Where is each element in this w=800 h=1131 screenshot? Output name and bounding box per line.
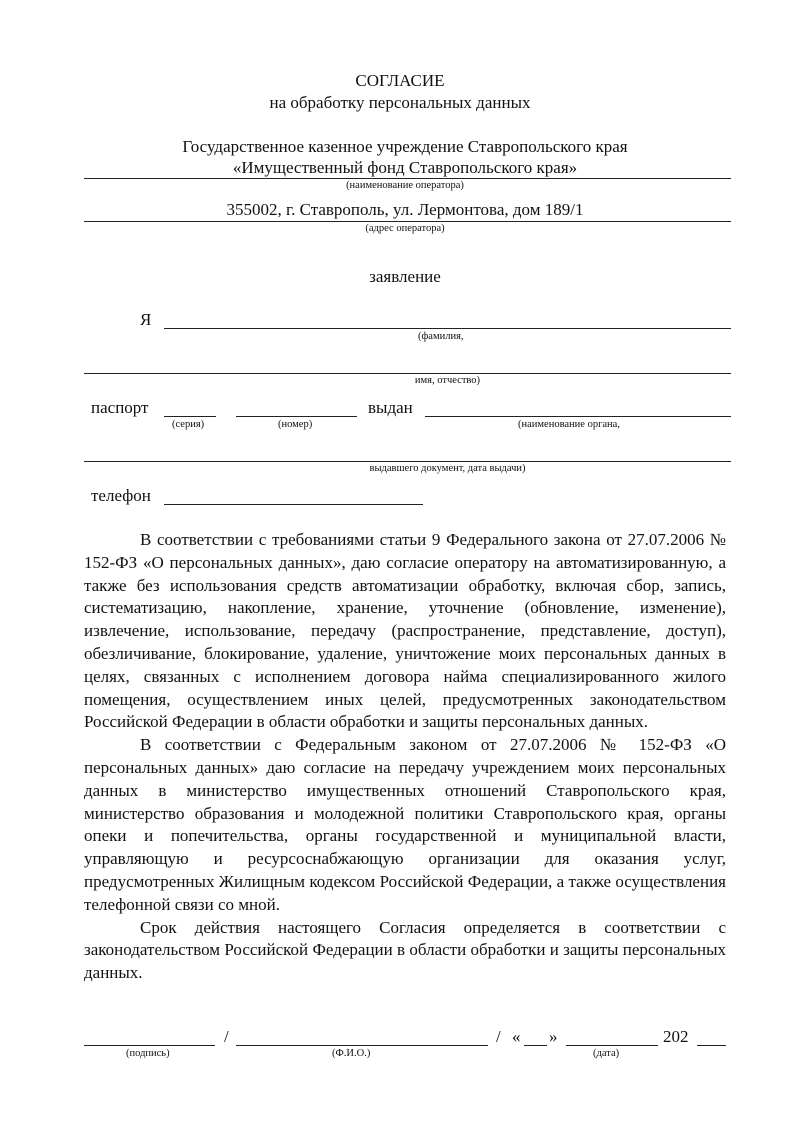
operator-address-underline bbox=[84, 221, 731, 222]
name-field[interactable] bbox=[84, 373, 731, 374]
consent-paragraph-1: В соответствии с требованиями статьи 9 Федерального закона от 27.07.2006 № 152-ФЗ «О персональных данных», даю согласие оператору на автоматизированную, а также без использования средств автоматизации обработку, включая сбор, запись, систематизацию, накопление, хранение, уточнение (обновление, изменение), извлечение, использование, передачу (распространение, представление, доступ), обезличивание, блокирование, удаление, уничтожение моих персональных данных в целях, связанных с исполнением договора найма специализированного жилого помещения, осуществлением иных целей, предусмотренных законодательством Российской Федерации в области обработки и защиты персональных данных. bbox=[84, 530, 726, 732]
fio-caption: (Ф.И.О.) bbox=[332, 1048, 371, 1059]
operator-address-caption: (адрес оператора) bbox=[365, 223, 445, 234]
statement-heading: заявление bbox=[369, 267, 441, 286]
issuer-field[interactable] bbox=[425, 416, 731, 417]
consent-paragraph-3: Срок действия настоящего Согласия определяется в соответствии с законодательством Российской Федерации в области обработки и защиты персональных данных. bbox=[84, 917, 726, 983]
surname-field[interactable] bbox=[164, 328, 731, 329]
passport-number-field[interactable] bbox=[236, 416, 357, 417]
document-title: СОГЛАСИЕ bbox=[355, 71, 445, 90]
date-year-prefix: 202 bbox=[663, 1027, 689, 1046]
issuer-caption: (наименование органа, bbox=[518, 419, 620, 430]
series-caption: (серия) bbox=[172, 419, 205, 430]
operator-name-underline bbox=[84, 178, 731, 179]
operator-name-line2: «Имущественный фонд Ставропольского края» bbox=[232, 158, 578, 177]
date-month-field[interactable] bbox=[566, 1045, 658, 1046]
date-quote-close: » bbox=[549, 1027, 558, 1046]
number-caption: (номер) bbox=[278, 419, 313, 430]
passport-label: паспорт bbox=[91, 398, 149, 417]
fio-field[interactable] bbox=[236, 1045, 488, 1046]
signature-slash-2: / bbox=[496, 1027, 501, 1046]
signature-field[interactable] bbox=[84, 1045, 215, 1046]
i-label: Я bbox=[140, 310, 152, 329]
date-caption: (дата) bbox=[593, 1048, 620, 1059]
phone-label: телефон bbox=[91, 486, 151, 505]
signature-slash-1: / bbox=[224, 1027, 229, 1046]
surname-caption: (фамилия, bbox=[418, 331, 464, 342]
date-day-field[interactable] bbox=[524, 1045, 547, 1046]
sign-caption: (подпись) bbox=[126, 1048, 170, 1059]
issuer-caption-continued: выдавшего документ, дата выдачи) bbox=[369, 463, 526, 474]
issuer-field-continued[interactable] bbox=[84, 461, 731, 462]
date-year-field[interactable] bbox=[697, 1045, 726, 1046]
document-subtitle: на обработку персональных данных bbox=[269, 93, 531, 112]
phone-field[interactable] bbox=[164, 504, 423, 505]
name-caption: имя, отчество) bbox=[414, 375, 481, 386]
operator-address: 355002, г. Ставрополь, ул. Лермонтова, дом 189/1 bbox=[226, 200, 584, 219]
consent-paragraph-2: В соответствии с Федеральным законом от 27.07.2006 № 152-ФЗ «О персональных данных» даю согласие на передачу учреждением моих персональных данных в министерство имущественных отношений Ставропольского края, министерство образования и молодежной политики Ставропольского края, органы опеки и попечительства, органы государственной и муниципальной власти, управляющую и ресурсоснабжающую организации для оказания услуг, предусмотренных Жилищным кодексом Российской Федерации, а также осуществления телефонной связи со мной. bbox=[84, 735, 726, 914]
consent-body bbox=[84, 529, 726, 985]
operator-name-line1: Государственное казенное учреждение Ставропольского края bbox=[182, 137, 628, 156]
issued-label: выдан bbox=[368, 398, 413, 417]
passport-series-field[interactable] bbox=[164, 416, 216, 417]
operator-name-caption: (наименование оператора) bbox=[346, 180, 464, 191]
date-quote-open: « bbox=[512, 1027, 521, 1046]
